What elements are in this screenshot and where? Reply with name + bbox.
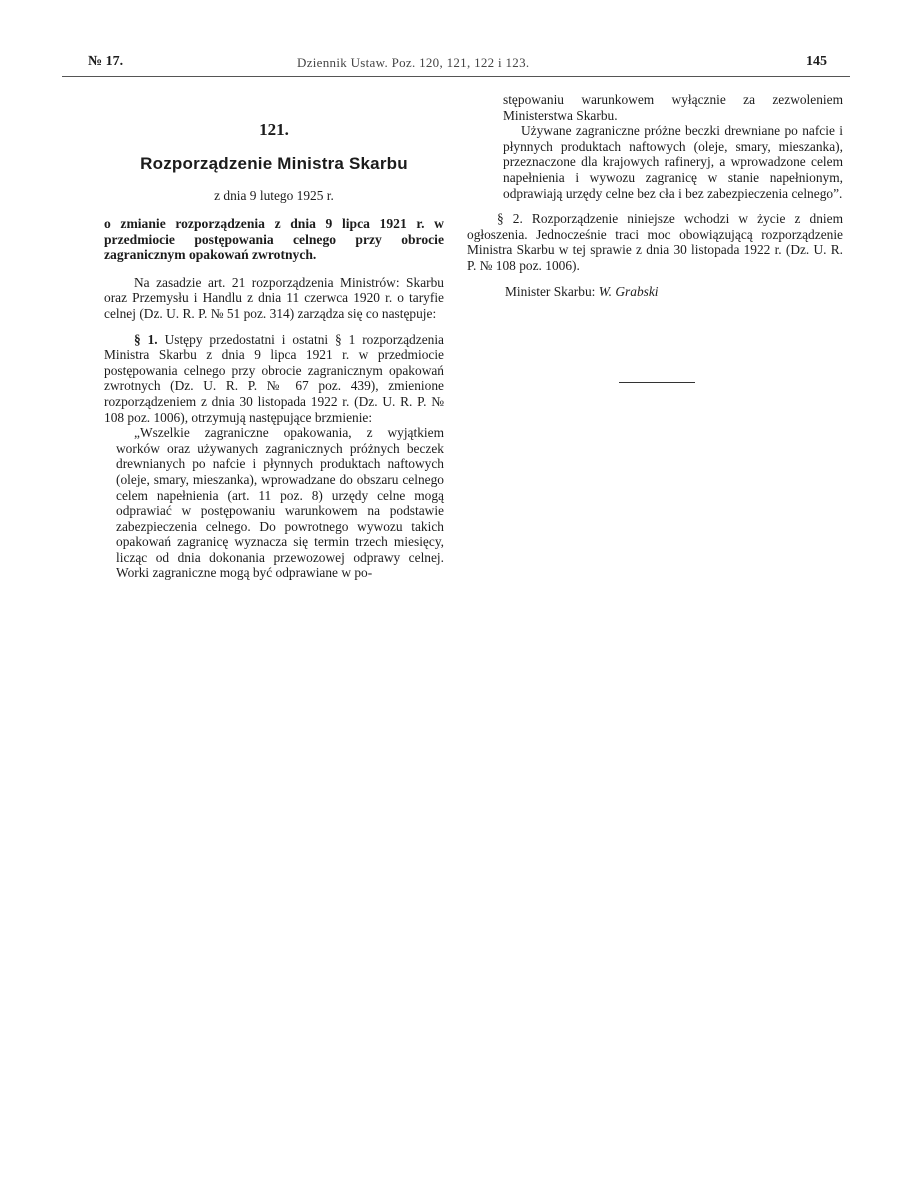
spacer (467, 201, 843, 211)
quoted-provision (116, 425, 444, 581)
issue-number: № 17. (88, 54, 124, 69)
signature (505, 284, 843, 300)
section-2-paragraph (467, 211, 843, 273)
section-2-marker: § 2. (497, 211, 523, 227)
header-divider (62, 76, 850, 77)
right-column (467, 92, 843, 300)
document-title: Rozporządzenie Ministra Skarbu (140, 154, 408, 173)
quote-paragraph-2: Używane zagraniczne próżne beczki drewniane po nafcie i płynnych produktach naftowych (oleje, smary, mieszanka), przeznaczone dla krajowych rafineryj, a wprowadzone celem napełnienia i wywozu zagranicę w stanie napełnionym, odprawiają urzędy celne bez cła i bez zabezpieczenia celnego”. (503, 123, 843, 201)
spacer (104, 322, 444, 332)
quote-paragraph-1: „Wszelkie zagraniczne opakowania, z wyjątkiem worków oraz używanych zagranicznych próżnych beczek drewnianych po nafcie i płynnych produktach naftowych (oleje, smary, mieszanka), wprowadzane do obszaru celnego celem napełnienia (art. 11 poz. 8) urzędy celne mogą odprawiać w postępowaniu warunkowem na podstawie zabezpieczenia celnego. Do powrotnego wywozu takich opakowań zagranicę wyznacza się termin trzech miesięcy, licząc od dnia dokonania przewozowej odprawy celnej. Worki zagraniczne mogą być odprawiane w po- (116, 425, 444, 581)
signature-role: Minister Skarbu: (505, 283, 596, 299)
closing-rule (619, 382, 695, 383)
left-column (104, 120, 444, 581)
article-number: 121. (259, 120, 289, 139)
section-1-text: Ustępy przedostatni i ostatni § 1 rozporządzenia Ministra Skarbu z dnia 9 lipca 1921 r. w przedmiocie postępowania celnego przy obrocie zagranicznym opakowań zwrotnych (Dz. U. R. P. № 67 poz. 439), zmienione rozporządzeniem z dnia 30 listopada 1922 r. (Dz. U. R. P. № 108 poz. 1006), otrzymują następujące brzmienie: (104, 331, 444, 425)
quoted-provision-continued (503, 92, 843, 201)
section-1-paragraph (104, 332, 444, 426)
intro-paragraph: Na zasadzie art. 21 rozporządzenia Ministrów: Skarbu oraz Przemysłu i Handlu z dnia 11 czerwca 1920 r. o taryfie celnej (Dz. U. R. P. № 51 poz. 314) zarządza się co następuje: (104, 274, 444, 321)
section-2-text: Rozporządzenie niniejsze wchodzi w życie z dniem ogłoszenia. Jednocześnie traci moc obowiązującą rozporządzenie Ministra Skarbu w tej sprawie z dnia 30 listopada 1922 r. (Dz. U. R. P. № 108 poz. 1006). (467, 211, 843, 273)
section-1-marker: § 1. (134, 331, 158, 347)
document-subject: o zmianie rozporządzenia z dnia 9 lipca 1921 r. w przedmiocie postępowania celnego przy obrocie zagranicznym opakowań zwrotnych. (104, 216, 444, 263)
document-date: z dnia 9 lutego 1925 r. (214, 188, 334, 203)
page-number: 145 (806, 54, 827, 69)
quote-continuation: stępowaniu warunkowem wyłącznie za zezwoleniem Ministerstwa Skarbu. (503, 92, 843, 123)
signature-name: W. Grabski (598, 283, 659, 299)
journal-reference: Dziennik Ustaw. Poz. 120, 121, 122 i 123. (297, 55, 530, 70)
